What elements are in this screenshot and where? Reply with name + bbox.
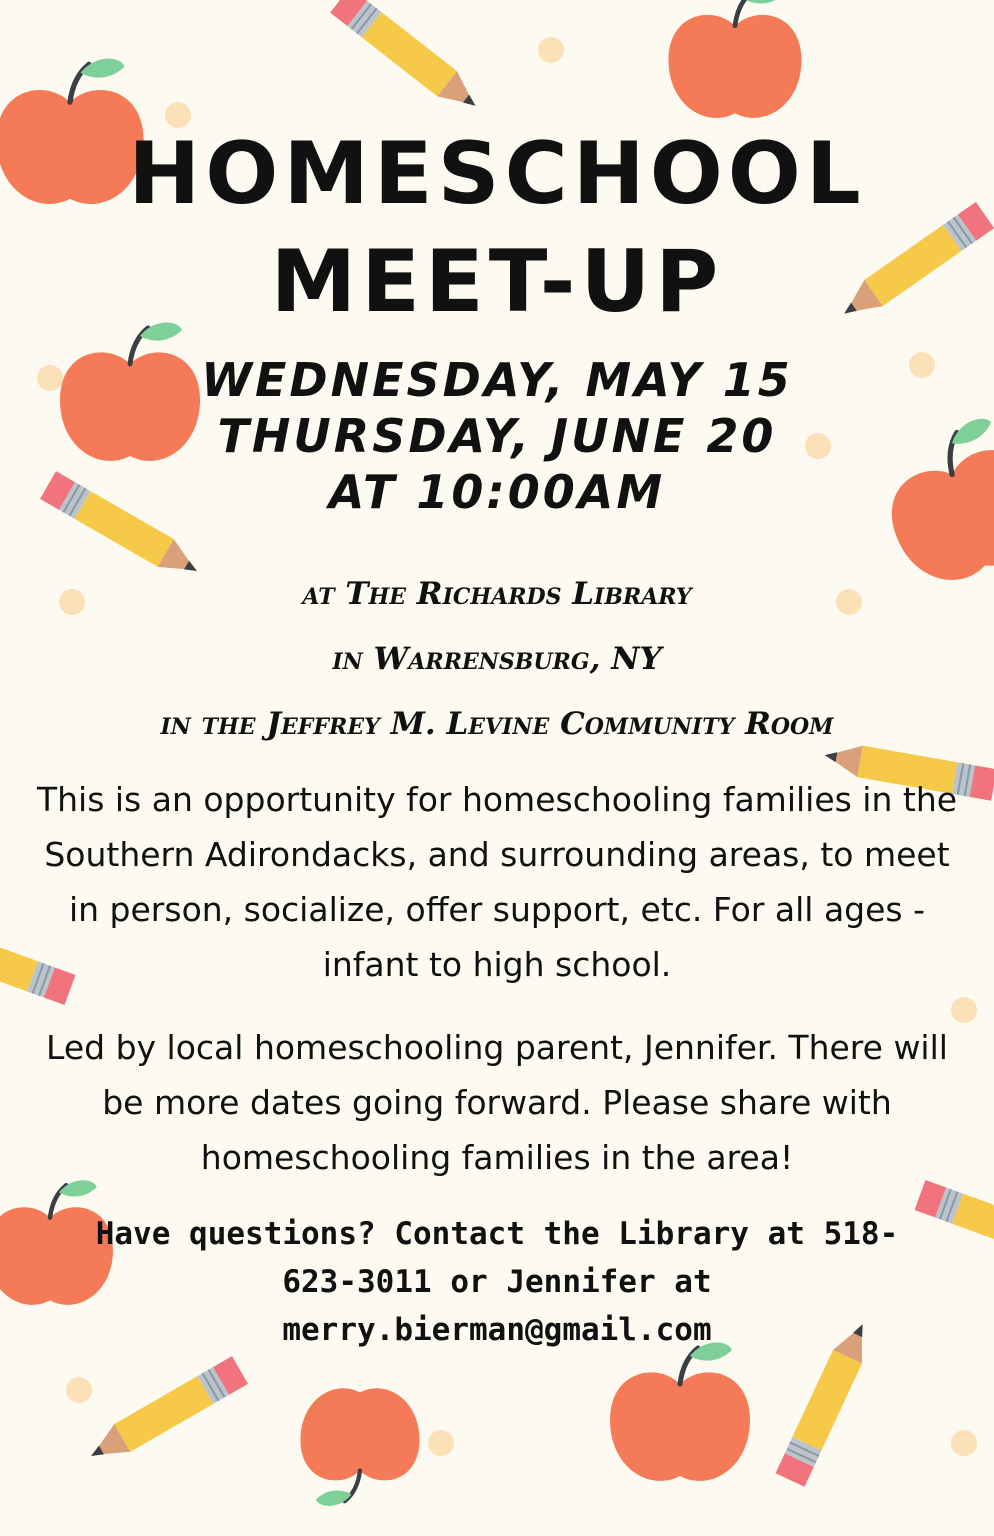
- event-dates: [0, 352, 994, 520]
- title-line-2: MEET-UP: [270, 232, 724, 332]
- page-title: [0, 120, 994, 336]
- time-line: AT 10:00AM: [328, 465, 666, 519]
- leader-paragraph: Led by local homeschooling parent, Jennifer. There will be more dates going forward. Please share with homeschooling families in the area!: [46, 1028, 948, 1177]
- location-line-2: in Warrensburg, NY: [332, 641, 662, 677]
- location-line-3: in the Jeffrey M. Levine Community Room: [160, 706, 834, 742]
- title-line-1: HOMESCHOOL: [128, 124, 866, 224]
- event-location: [0, 562, 994, 757]
- date-line-1: WEDNESDAY, MAY 15: [201, 353, 793, 407]
- location-line-1: at The Richards Library: [302, 576, 692, 612]
- description-paragraph: This is an opportunity for homeschooling families in the Southern Adirondacks, and surrounding areas, to meet in person, socialize, offer support, etc. For all ages - infant to high school.: [36, 780, 958, 984]
- date-line-2: THURSDAY, JUNE 20: [217, 409, 777, 463]
- contact-info: Have questions? Contact the Library at 518-623-3011 or Jennifer at merry.bierman@gmail.com: [95, 1216, 899, 1348]
